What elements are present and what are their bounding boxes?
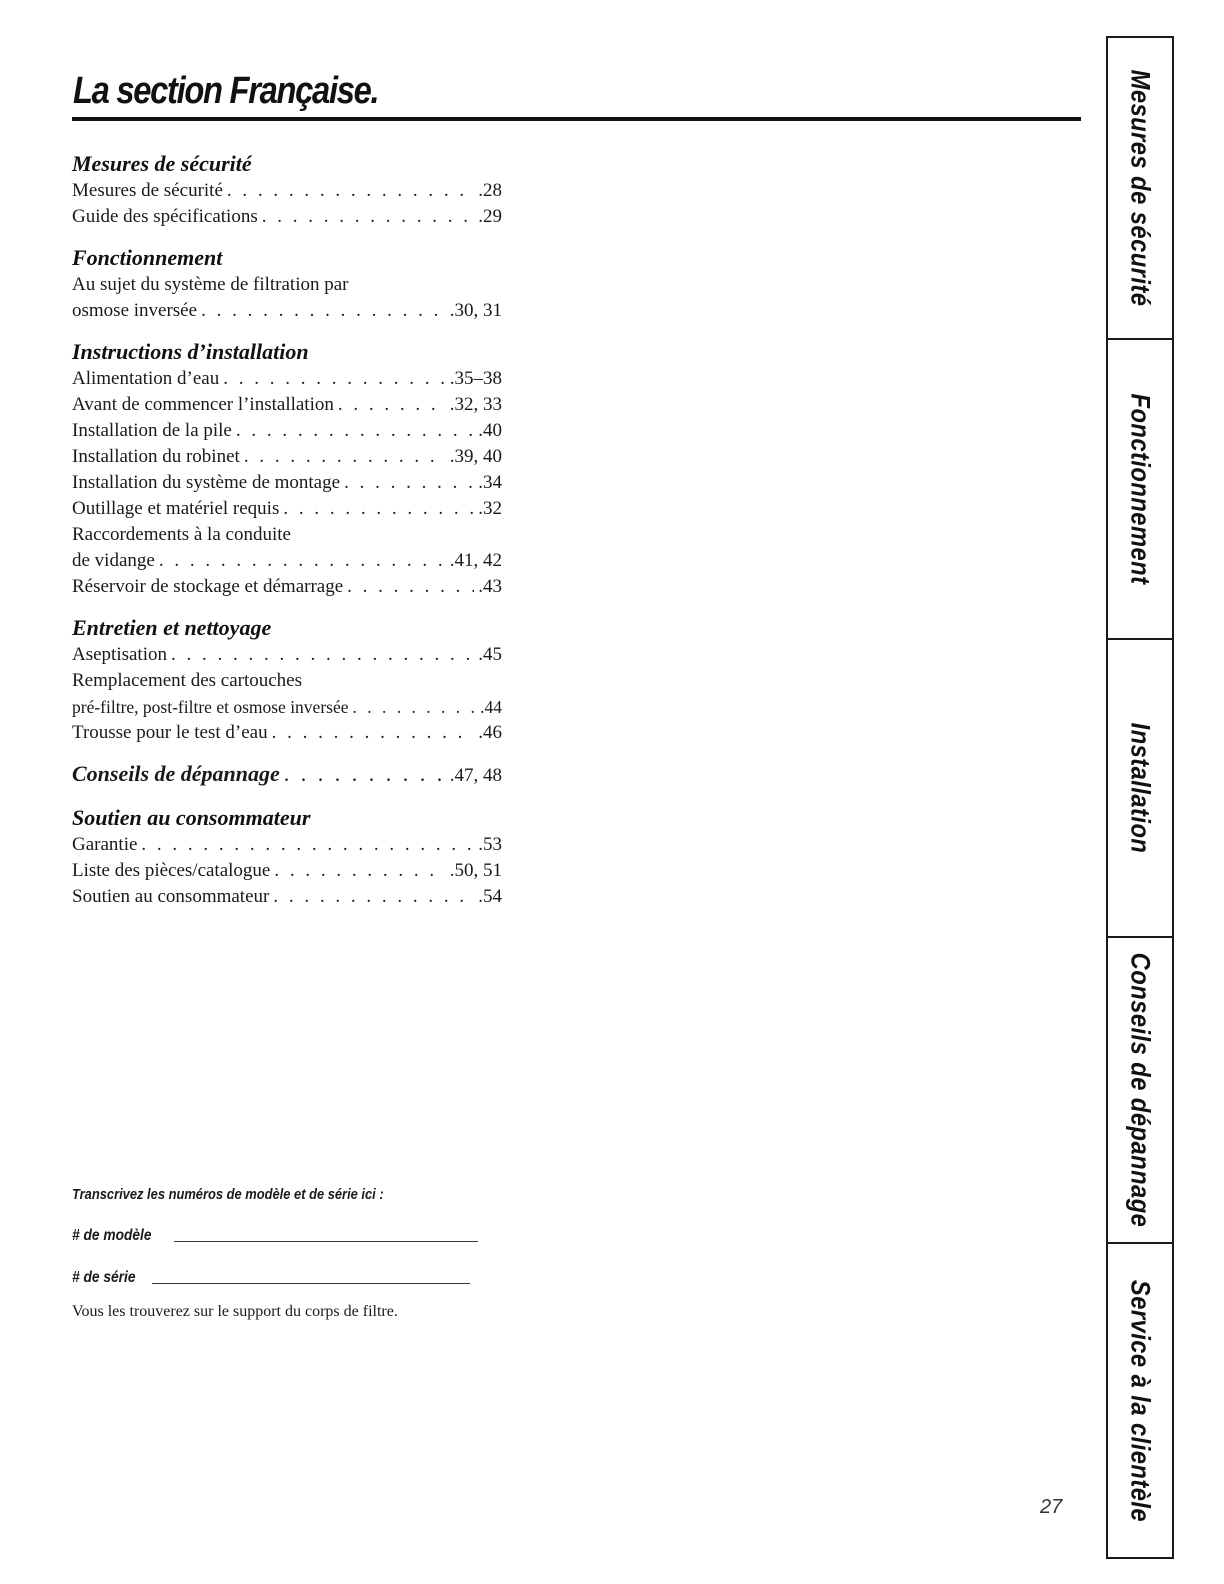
toc-entry[interactable] (72, 548, 502, 574)
toc-entry[interactable] (72, 392, 502, 418)
toc-entry-page: .50, 51 (449, 860, 502, 881)
toc-entry-page: .32, 33 (449, 394, 502, 415)
dot-leader (347, 574, 474, 600)
tab-label: Mesures de sécurité (1125, 69, 1156, 307)
toc-entry-page: .35–38 (449, 368, 502, 389)
toc-section-operation (72, 244, 502, 324)
toc-entry[interactable] (72, 858, 502, 884)
toc-entry-page: .28 (478, 180, 502, 201)
toc-entry-page: .44 (480, 697, 502, 717)
toc-entry-page: .29 (478, 206, 502, 227)
toc-entry[interactable] (72, 720, 502, 746)
dot-leader (236, 418, 474, 444)
tab-label: Conseils de dépannage (1125, 952, 1156, 1228)
toc-entry-label: Installation de la pile (72, 420, 232, 441)
record-note: Vous les trouverez sur le support du corps de filtre. (72, 1303, 398, 1320)
toc-entry[interactable] (72, 444, 502, 470)
tab-troubleshooting[interactable] (1108, 938, 1172, 1244)
model-number-row (72, 1223, 502, 1245)
tab-customer-service[interactable] (1108, 1244, 1172, 1557)
toc-entry[interactable] (72, 760, 502, 790)
dot-leader (244, 444, 446, 470)
toc-entry-label: Trousse pour le test d’eau (72, 722, 268, 743)
tab-label: Fonctionnement (1125, 393, 1156, 585)
dot-leader (262, 204, 475, 230)
dot-leader (284, 760, 446, 788)
toc-entry-page: .39, 40 (449, 446, 502, 467)
dot-leader (159, 548, 446, 574)
toc-entry-page: .46 (478, 722, 502, 743)
toc-entry-label: Installation du système de montage (72, 472, 341, 493)
toc-section-installation (72, 338, 502, 600)
toc-entry[interactable] (72, 694, 502, 720)
toc-entry-page: .45 (478, 644, 502, 665)
toc-entry-label: Liste des pièces/catalogue (72, 860, 271, 881)
toc-entry-page: .53 (478, 834, 502, 855)
toc-entry[interactable] (72, 496, 502, 522)
section-heading-installation: Instructions d’installation (72, 339, 309, 364)
dot-leader (338, 392, 446, 418)
toc-entry-label: Alimentation d’eau (72, 368, 220, 389)
toc-section-safety (72, 150, 502, 230)
section-heading-troubleshooting: Conseils de dépannage (72, 761, 280, 786)
serial-number-row (72, 1265, 502, 1287)
toc-entry[interactable] (72, 366, 502, 392)
toc-entry-label: Outillage et matériel requis (72, 498, 280, 519)
toc-entry-label: de vidange (72, 550, 155, 571)
toc-entry-label: Aseptisation (72, 644, 167, 665)
toc-entry-label: Installation du robinet (72, 446, 240, 467)
toc-entry[interactable] (72, 832, 502, 858)
dot-leader (283, 496, 474, 522)
section-heading-support: Soutien au consommateur (72, 805, 311, 830)
toc-entry-label: pré-filtre, post-filtre et osmose inversée (72, 697, 349, 717)
toc-entry-label: Mesures de sécurité (72, 180, 223, 201)
toc-entry[interactable] (72, 642, 502, 668)
toc-entry-label: Guide des spécifications (72, 206, 258, 227)
table-of-contents (72, 150, 502, 924)
toc-entry-label: Réservoir de stockage et démarrage (72, 576, 344, 597)
dot-leader (344, 470, 474, 496)
tab-installation[interactable] (1108, 640, 1172, 938)
model-number-label: # de modèle (72, 1227, 152, 1244)
model-number-line (174, 1240, 478, 1242)
toc-entry-label: Soutien au consommateur (72, 886, 270, 907)
toc-entry-page: .30, 31 (449, 300, 502, 321)
toc-entry-page: .47, 48 (449, 765, 502, 786)
toc-entry-page: .43 (478, 576, 502, 597)
toc-entry[interactable] (72, 574, 502, 600)
toc-entry-page: .32 (478, 498, 502, 519)
section-heading-safety: Mesures de sécurité (72, 151, 252, 176)
section-tabs (1106, 36, 1174, 1559)
toc-entry-page: .34 (478, 472, 502, 493)
record-instructions: Transcrivez les numéros de modèle et de série ici : (72, 1186, 384, 1203)
dot-leader (171, 642, 474, 668)
section-heading-care: Entretien et nettoyage (72, 615, 272, 640)
dot-leader (272, 720, 475, 746)
toc-entry-label: osmose inversée (72, 300, 198, 321)
toc-section-care (72, 614, 502, 746)
page-title: La section Française. (73, 70, 379, 112)
dot-leader (223, 366, 446, 392)
model-serial-record (72, 1186, 502, 1323)
serial-number-label: # de série (72, 1269, 136, 1286)
tab-label: Installation (1125, 722, 1156, 854)
dot-leader (274, 858, 445, 884)
serial-number-line (152, 1282, 470, 1284)
dot-leader (273, 884, 474, 910)
page-number: 27 (1040, 1496, 1063, 1518)
toc-entry[interactable] (72, 418, 502, 444)
tab-label: Service à la clientèle (1125, 1279, 1156, 1522)
toc-entry-page: .41, 42 (449, 550, 502, 571)
toc-entry-page: .54 (478, 886, 502, 907)
toc-entry-page: .40 (478, 420, 502, 441)
dot-leader (141, 832, 474, 858)
dot-leader (201, 298, 446, 324)
toc-entry[interactable] (72, 204, 502, 230)
toc-entry[interactable] (72, 470, 502, 496)
tab-safety[interactable] (1108, 38, 1172, 340)
toc-entry-label: Avant de commencer l’installation (72, 394, 334, 415)
toc-section-support (72, 804, 502, 910)
dot-leader (227, 178, 474, 204)
toc-entry[interactable] (72, 178, 502, 204)
toc-entry-intro: Raccordements à la conduite (72, 524, 291, 545)
title-rule (72, 117, 1081, 121)
section-heading-operation: Fonctionnement (72, 245, 223, 270)
toc-entry-intro: Au sujet du système de filtration par (72, 274, 349, 295)
toc-entry[interactable] (72, 884, 502, 910)
toc-section-troubleshooting (72, 760, 502, 790)
toc-entry-intro: Remplacement des cartouches (72, 670, 303, 691)
toc-entry[interactable] (72, 298, 502, 324)
tab-operation[interactable] (1108, 340, 1172, 640)
dot-leader (353, 694, 477, 720)
toc-entry-label: Garantie (72, 834, 138, 855)
